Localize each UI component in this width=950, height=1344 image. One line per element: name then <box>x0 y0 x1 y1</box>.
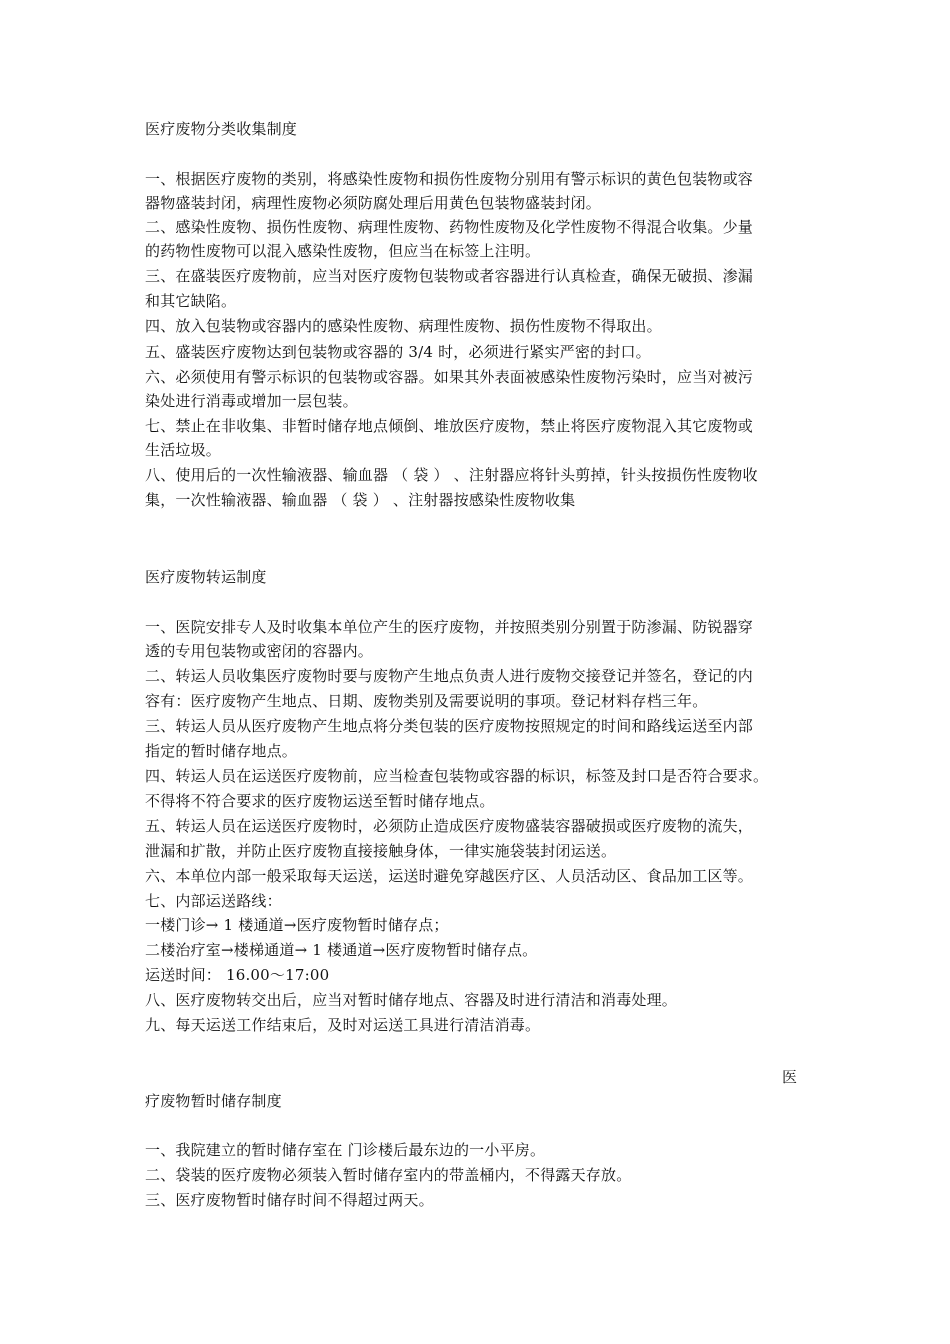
section1-line: 六、必须使用有警示标识的包装物或容器。如果其外表面被感染性废物污染时，应当对被污 <box>145 368 754 386</box>
section1-line: 二、感染性废物、损伤性废物、病理性废物、药物性废物及化学性废物不得混合收集。少量 <box>145 218 754 236</box>
section3-line: 一、我院建立的暂时储存室在 门诊楼后最东边的一小平房。 <box>145 1141 546 1159</box>
section1-line: 一、根据医疗废物的类别，将感染性废物和损伤性废物分别用有警示标识的黄色包装物或容 <box>145 170 754 188</box>
section1-line: 七、禁止在非收集、非暂时储存地点倾倒、堆放医疗废物，禁止将医疗废物混入其它废物或 <box>145 417 754 435</box>
section2-line: 五、转运人员在运送医疗废物时，必须防止造成医疗废物盛装容器破损或医疗废物的流失， <box>145 817 754 835</box>
section2-line: 二、转运人员收集医疗废物时要与废物产生地点负责人进行废物交接登记并签名，登记的内 <box>145 667 754 685</box>
section2-line: 容有：医疗废物产生地点、日期、废物类别及需要说明的事项。登记材料存档三年。 <box>145 692 708 710</box>
section2-line: 六、本单位内部一般采取每天运送，运送时避免穿越医疗区、人员活动区、食品加工区等。 <box>145 867 754 885</box>
section2-line: 泄漏和扩散，并防止医疗废物直接接触身体，一律实施袋装封闭运送。 <box>145 842 617 860</box>
section2-line: 运送时间： 16.00～17:00 <box>145 966 330 984</box>
section2-line: 三、转运人员从医疗废物产生地点将分类包装的医疗废物按照规定的时间和路线运送至内部 <box>145 717 754 735</box>
section2-line: 二楼治疗室→楼梯通道→ 1 楼通道→医疗废物暂时储存点。 <box>145 941 538 959</box>
section1-line: 三、在盛装医疗废物前，应当对医疗废物包装物或者容器进行认真检查，确保无破损、渗漏 <box>145 267 754 285</box>
section1-line: 八、使用后的一次性输液器、输血器 （ 袋 ） 、注射器应将针头剪掉，针头按损伤性废物收 <box>145 466 758 484</box>
section1-line: 集，一次性输液器、输血器 （ 袋 ） 、注射器按感染性废物收集 <box>145 491 576 509</box>
section2-line: 七、内部运送路线： <box>145 892 282 910</box>
section2-line: 四、转运人员在运送医疗废物前，应当检查包装物或容器的标识，标签及封口是否符合要求。 <box>145 767 769 785</box>
section3-title-first-char: 医 <box>782 1068 798 1086</box>
section1-line: 器物盛装封闭，病理性废物必须防腐处理后用黄色包装物盛装封闭。 <box>145 194 602 212</box>
section2-line: 指定的暂时储存地点。 <box>145 742 298 760</box>
section3-title: 疗废物暂时储存制度 <box>145 1092 282 1110</box>
section2-line: 透的专用包装物或密闭的容器内。 <box>145 642 374 660</box>
section2-line: 一楼门诊→ 1 楼通道→医疗废物暂时储存点； <box>145 916 449 934</box>
section1-line: 生活垃圾。 <box>145 441 222 459</box>
section2-line: 不得将不符合要求的医疗废物运送至暂时储存地点。 <box>145 792 495 810</box>
section1-line: 和其它缺陷。 <box>145 292 237 310</box>
section3-line: 三、医疗废物暂时储存时间不得超过两天。 <box>145 1191 434 1209</box>
section2-title: 医疗废物转运制度 <box>145 568 267 586</box>
section2-line: 九、每天运送工作结束后，及时对运送工具进行清洁消毒。 <box>145 1016 541 1034</box>
section2-line: 一、医院安排专人及时收集本单位产生的医疗废物，并按照类别分别置于防渗漏、防锐器穿 <box>145 618 754 636</box>
section2-line: 八、医疗废物转交出后，应当对暂时储存地点、容器及时进行清洁和消毒处理。 <box>145 991 678 1009</box>
section1-title: 医疗废物分类收集制度 <box>145 120 298 138</box>
section1-line: 五、盛装医疗废物达到包装物或容器的 3/4 时，必须进行紧实严密的封口。 <box>145 343 651 361</box>
section1-line: 四、放入包装物或容器内的感染性废物、病理性废物、损伤性废物不得取出。 <box>145 317 662 335</box>
section3-line: 二、袋装的医疗废物必须装入暂时储存室内的带盖桶内，不得露天存放。 <box>145 1166 632 1184</box>
section1-line: 的药物性废物可以混入感染性废物，但应当在标签上注明。 <box>145 242 541 260</box>
section1-line: 染处进行消毒或增加一层包装。 <box>145 392 358 410</box>
